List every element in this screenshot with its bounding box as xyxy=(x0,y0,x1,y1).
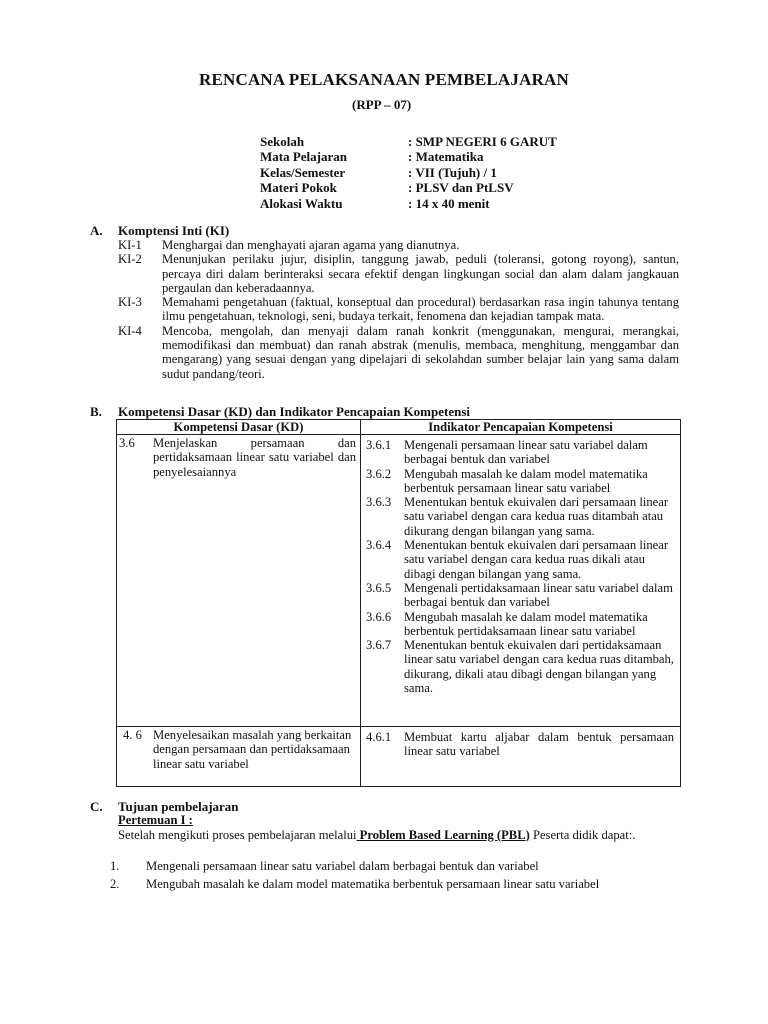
info-label: Sekolah xyxy=(260,134,305,149)
indicator-text: Menentukan bentuk ekuivalen dari pertidaksamaan linear satu variabel dengan cara kedua ruas ditambah, dikurang, dikali atau dibagi dengan bilangan yang sama. xyxy=(404,638,674,696)
section-letter: C. xyxy=(90,799,103,814)
indicator-item xyxy=(366,467,674,496)
kd-text: Menjelaskan persamaan dan pertidaksamaan linear satu variabel dan penyelesaiannya xyxy=(153,436,356,479)
indicator-item xyxy=(366,438,674,467)
indicator-text: Mengubah masalah ke dalam model matematika berbentuk persamaan linear satu variabel xyxy=(404,466,648,495)
info-label: Materi Pokok xyxy=(260,180,337,196)
indicator-item xyxy=(366,610,674,639)
indicator-text: Mengenali persamaan linear satu variabel dalam berbagai bentuk dan variabel xyxy=(404,438,648,467)
info-row-subject xyxy=(260,149,557,164)
kd-table xyxy=(116,419,681,787)
list-item xyxy=(110,875,599,893)
column-header-indicator: Indikator Pencapaian Kompetensi xyxy=(361,420,681,435)
info-value: : PLSV dan PtLSV xyxy=(408,180,514,196)
ki-text: Menghargai dan menghayati ajaran agama yang dianutnya. xyxy=(162,238,460,252)
goal-number: 2. xyxy=(110,877,120,891)
indicator-number: 3.6.7 xyxy=(366,638,392,653)
section-title: Tujuan pembelajaran xyxy=(118,799,239,814)
indicator-item xyxy=(366,538,674,581)
ki-text: Memahami pengetahuan (faktual, konseptual dan procedural) berdasarkan rasa ingin tahunya tentang ilmu pengetahuan, teknologi, seni, budaya terkait, fenomena dan kejadian tampak mata. xyxy=(162,295,679,324)
goal-text: Mengubah masalah ke dalam model matematika berbentuk persamaan linear satu variabel xyxy=(146,877,600,891)
table-row xyxy=(117,727,681,787)
info-value: : Matematika xyxy=(408,149,484,165)
kd-cell xyxy=(117,727,361,787)
section-title: Komptensi Inti (KI) xyxy=(118,223,230,238)
table-row xyxy=(117,435,681,727)
ki-code: KI-4 xyxy=(118,323,142,338)
list-item xyxy=(118,295,679,324)
column-header-kd: Kompetensi Dasar (KD) xyxy=(117,420,361,435)
table-header-row xyxy=(117,420,681,435)
intro-text: Setelah mengikuti proses pembelajaran melalui xyxy=(118,827,357,842)
info-value: : SMP NEGERI 6 GARUT xyxy=(408,134,557,149)
list-item xyxy=(118,324,679,381)
info-label: Alokasi Waktu xyxy=(260,195,343,211)
document-subtitle: (RPP – 07) xyxy=(352,97,412,112)
kd-text: Menyelesaikan masalah yang berkaitan dengan persamaan dan pertidaksamaan linear satu variabel xyxy=(153,728,352,771)
indicator-number: 3.6.2 xyxy=(366,466,392,481)
goal-intro-text xyxy=(118,828,688,843)
intro-text-end: Peserta didik dapat:. xyxy=(529,827,636,842)
identity-block xyxy=(260,134,557,211)
info-value: : VII (Tujuh) / 1 xyxy=(408,164,497,180)
info-label: Kelas/Semester xyxy=(260,164,346,180)
info-row-class xyxy=(260,165,557,180)
section-a-heading xyxy=(90,223,229,239)
goal-text: Mengenali persamaan linear satu variabel dalam berbagai bentuk dan variabel xyxy=(146,859,539,873)
meeting-label: Pertemuan I : xyxy=(118,813,193,827)
list-item xyxy=(110,857,599,875)
pbl-label: Problem Based Learning (PBL) xyxy=(356,827,530,842)
goal-intro xyxy=(118,813,688,842)
ki-code: KI-1 xyxy=(118,238,142,252)
kd-cell xyxy=(117,435,361,727)
info-row-topic xyxy=(260,180,557,195)
indicator-number: 3.6.5 xyxy=(366,580,392,595)
list-item xyxy=(118,252,679,295)
indicator-cell xyxy=(361,435,681,727)
list-item xyxy=(118,238,679,252)
section-title: Kompetensi Dasar (KD) dan Indikator Pencapaian Kompetensi xyxy=(118,404,470,419)
indicator-number: 3.6.1 xyxy=(366,438,392,452)
info-label: Mata Pelajaran xyxy=(260,149,348,165)
indicator-number: 4.6.1 xyxy=(366,730,392,744)
indicator-item xyxy=(366,638,674,695)
ki-list xyxy=(118,238,679,381)
kd-number: 4. 6 xyxy=(123,728,142,742)
section-b-heading xyxy=(90,404,470,420)
indicator-item xyxy=(366,495,674,538)
indicator-text: Mengubah masalah ke dalam model matematika berbentuk pertidaksamaan linear satu variabel xyxy=(404,609,648,638)
goal-number: 1. xyxy=(110,859,120,873)
kd-number: 3.6 xyxy=(119,436,135,450)
indicator-text: Mengenali pertidaksamaan linear satu variabel dalam berbagai bentuk dan variabel xyxy=(404,580,673,610)
indicator-cell xyxy=(361,727,681,787)
document-title: RENCANA PELAKSANAAN PEMBELAJARAN xyxy=(198,70,570,89)
indicator-item xyxy=(366,581,674,610)
info-row-school xyxy=(260,134,557,149)
goal-list xyxy=(110,857,599,893)
indicator-text: Membuat kartu aljabar dalam bentuk persamaan linear satu variabel xyxy=(404,730,674,759)
indicator-number: 3.6.3 xyxy=(366,495,392,510)
ki-text: Menunjukan perilaku jujur, disiplin, tanggung jawab, peduli (toleransi, gotong royong), santun, percaya diri dalam berinteraksi secara efektif dengan lingkungan social dan alam dalam jangkauan pergaulan dan keberadaannya. xyxy=(162,252,679,295)
ki-text: Mencoba, mengolah, dan menyaji dalam ranah konkrit (menggunakan, mengurai, merangkai, memodifikasi dan membuat) dan ranah abstrak (menulis, membaca, menghitung, menggambar dan mengarang) yang sesuai dengan yang dipelajari di sekolahdan sumber belajar lain yang sama dalam sudut pandang/teori. xyxy=(162,323,679,381)
section-letter: A. xyxy=(90,223,103,238)
info-row-time xyxy=(260,196,557,211)
indicator-item xyxy=(366,730,674,759)
indicator-number: 3.6.6 xyxy=(366,609,392,624)
indicator-text: Menentukan bentuk ekuivalen dari persamaan linear satu variabel dengan cara kedua ruas ditambah atau dikurang dengan bilangan yang sama. xyxy=(404,495,669,538)
section-letter: B. xyxy=(90,404,102,419)
info-value: : 14 x 40 menit xyxy=(408,195,490,211)
ki-code: KI-2 xyxy=(118,252,142,267)
indicator-text: Menentukan bentuk ekuivalen dari persamaan linear satu variabel dengan cara kedua ruas dikali atau dibagi dengan bilangan yang sama. xyxy=(404,538,669,581)
ki-code: KI-3 xyxy=(118,295,142,310)
indicator-number: 3.6.4 xyxy=(366,538,392,553)
